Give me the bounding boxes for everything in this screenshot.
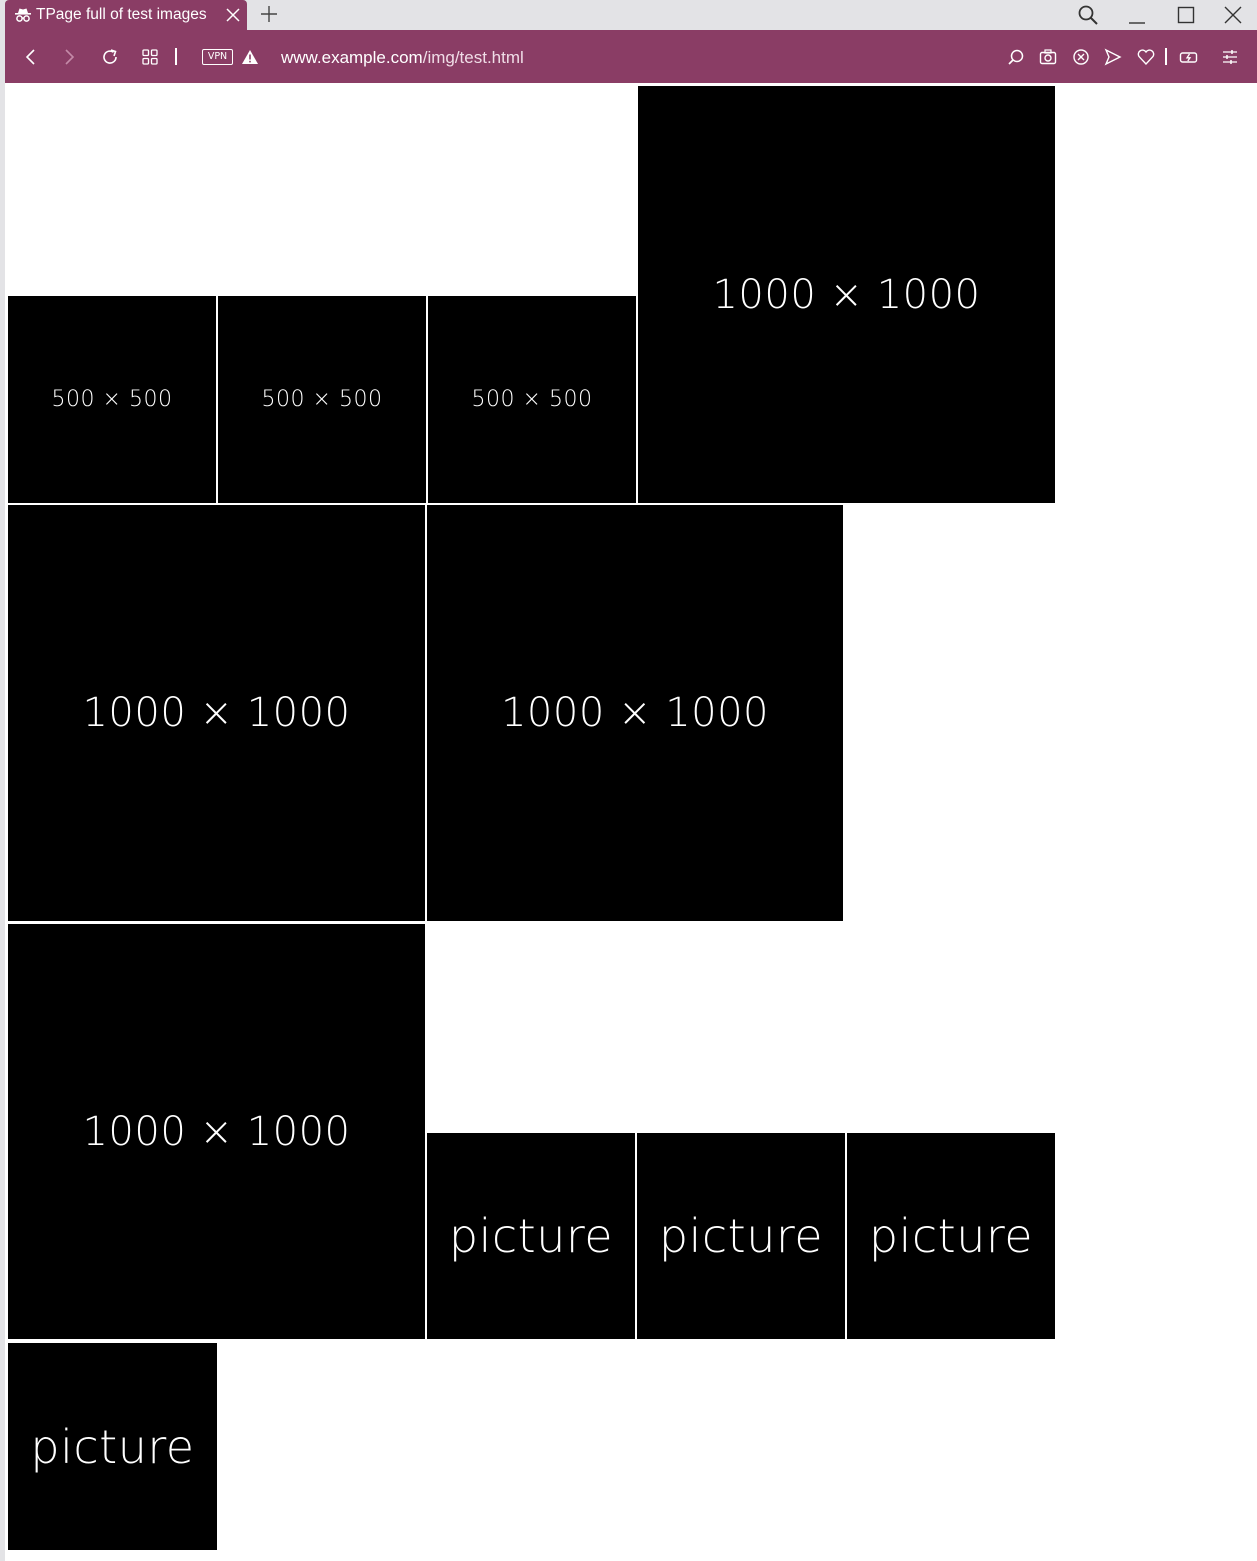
image-500-tile: 500 × 500 xyxy=(218,296,426,503)
image-1000-tile: 1000 × 1000 xyxy=(8,505,425,921)
image-1000-tile: 1000 × 1000 xyxy=(8,924,425,1339)
settings-sliders-icon[interactable] xyxy=(1220,47,1240,67)
block-icon[interactable] xyxy=(1071,47,1091,67)
tab-title: TPage full of test images xyxy=(36,6,207,23)
private-browsing-icon xyxy=(14,6,32,24)
image-500-tile: 500 × 500 xyxy=(8,296,216,503)
search-icon[interactable] xyxy=(1076,3,1100,27)
back-icon[interactable] xyxy=(21,47,41,67)
send-icon[interactable] xyxy=(1103,47,1123,67)
battery-saver-icon[interactable] xyxy=(1179,47,1199,67)
speed-dial-icon[interactable] xyxy=(140,47,160,67)
address-bar[interactable] xyxy=(281,30,524,85)
maximize-icon[interactable] xyxy=(1174,3,1198,27)
forward-icon[interactable] xyxy=(59,47,79,67)
minimize-icon[interactable] xyxy=(1125,3,1149,27)
toolbar-divider xyxy=(1165,48,1167,65)
warning-icon[interactable] xyxy=(240,47,260,67)
zoom-search-icon[interactable] xyxy=(1006,47,1026,67)
close-window-icon[interactable] xyxy=(1221,3,1245,27)
active-tab[interactable] xyxy=(5,0,247,30)
image-1000-tile: 1000 × 1000 xyxy=(638,86,1055,503)
close-tab-icon[interactable] xyxy=(224,6,242,24)
picture-tile: picture xyxy=(8,1343,217,1550)
url-path: /img/test.html xyxy=(422,48,524,67)
picture-tile: picture xyxy=(637,1133,845,1339)
vpn-badge[interactable]: VPN xyxy=(202,49,233,65)
url-domain: www.example.com xyxy=(281,48,423,67)
tab-strip xyxy=(0,0,1257,30)
image-1000-tile: 1000 × 1000 xyxy=(427,505,843,921)
camera-icon[interactable] xyxy=(1038,47,1058,67)
browser-toolbar xyxy=(5,30,1257,83)
image-500-tile: 500 × 500 xyxy=(428,296,636,503)
picture-tile: picture xyxy=(427,1133,635,1339)
toolbar-divider xyxy=(175,48,177,65)
reload-icon[interactable] xyxy=(100,47,120,67)
window-edge xyxy=(0,30,5,1561)
heart-icon[interactable] xyxy=(1136,47,1156,67)
picture-tile: picture xyxy=(847,1133,1055,1339)
new-tab-icon[interactable] xyxy=(259,4,279,24)
